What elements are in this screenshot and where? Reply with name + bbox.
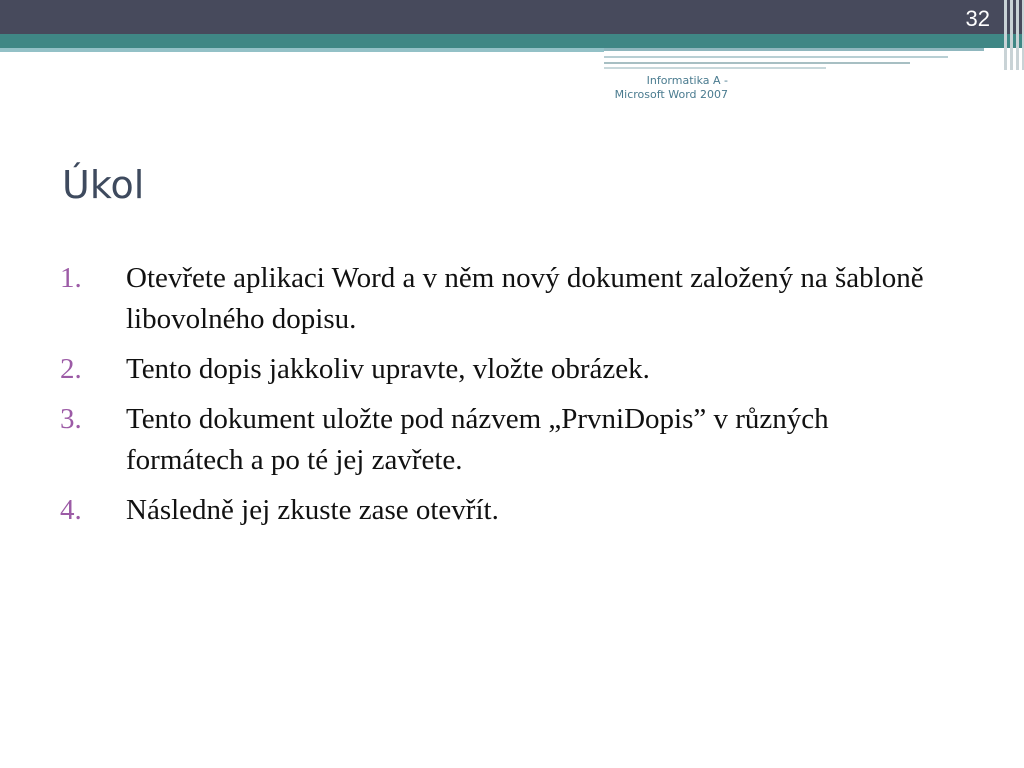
header-stripe: [604, 56, 948, 58]
footer-note-line-1: Informatika A -: [646, 74, 728, 87]
task-text: Tento dopis jakkoliv upravte, vložte obrázek.: [126, 353, 650, 385]
task-text: Následně jej zkuste zase otevřít.: [126, 494, 499, 526]
corner-bar: [1004, 0, 1007, 70]
task-item: [60, 258, 940, 340]
corner-bar: [1016, 0, 1019, 70]
task-item: [60, 490, 940, 531]
task-list: [60, 258, 940, 540]
task-number: 1.: [60, 262, 82, 294]
task-item: [60, 399, 940, 481]
slide-title: Úkol: [62, 163, 145, 207]
header-band-dark: [0, 0, 1024, 34]
task-text: Tento dokument uložte pod názvem „PrvniDopis” v různých formátech a po té jej zavřete.: [126, 403, 829, 476]
header-band-teal: [0, 34, 1024, 48]
footer-note: [580, 74, 728, 102]
task-item: [60, 349, 940, 390]
corner-bar: [1010, 0, 1013, 70]
footer-note-line-2: Microsoft Word 2007: [614, 88, 728, 101]
header-stripe: [604, 62, 910, 64]
header-stripe: [604, 67, 826, 69]
task-number: 2.: [60, 353, 82, 385]
slide-number: 32: [965, 6, 990, 31]
task-text: Otevřete aplikaci Word a v něm nový dokument založený na šabloně libovolného dopisu.: [126, 262, 924, 335]
header-band-light: [0, 48, 604, 52]
header-stripe: [604, 48, 984, 51]
task-number: 4.: [60, 494, 82, 526]
task-number: 3.: [60, 403, 82, 435]
